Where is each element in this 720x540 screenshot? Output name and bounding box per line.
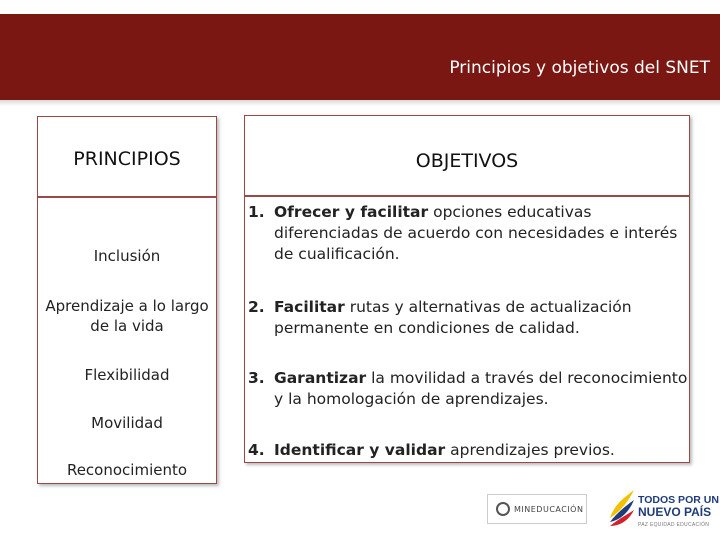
objetivos-heading: OBJETIVOS xyxy=(415,150,519,172)
colombia-flag-icon xyxy=(604,488,636,532)
principle-item: Inclusión xyxy=(93,247,161,265)
objective-number: 3. xyxy=(248,369,265,387)
objective-text: aprendizajes previos. xyxy=(445,441,615,459)
mineducacion-label: MINEDUCACIÓN xyxy=(514,504,584,514)
principios-divider xyxy=(37,196,217,198)
crest-icon xyxy=(496,502,510,516)
principios-heading: PRINCIPIOS xyxy=(73,148,181,170)
logo-line-1: TODOS POR UN xyxy=(638,494,719,506)
objective-number: 4. xyxy=(248,441,265,459)
header-bar xyxy=(0,14,720,100)
objective-text: opciones educativas diferenciadas de acuerdo con necesidades e interés de cualificación. xyxy=(274,203,678,263)
todos-por-un-nuevo-pais-logo xyxy=(638,494,719,518)
principle-item: Aprendizaje a lo largo de la vida xyxy=(45,297,209,335)
principle-item: Reconocimiento xyxy=(66,461,188,479)
objective-number: 2. xyxy=(248,298,265,316)
logo-subtitle: PAZ EQUIDAD EDUCACIÓN xyxy=(638,522,710,528)
principle-item: Movilidad xyxy=(91,414,163,432)
mineducacion-logo xyxy=(487,494,587,524)
objective-keyword: Identificar y validar xyxy=(274,441,446,459)
objective-number: 1. xyxy=(248,203,265,221)
page-title: Principios y objetivos del SNET xyxy=(449,58,710,78)
objective-keyword: Facilitar xyxy=(274,298,345,316)
objective-keyword: Ofrecer y facilitar xyxy=(274,203,429,221)
objective-item xyxy=(248,202,693,265)
objective-item xyxy=(248,297,693,339)
objective-item xyxy=(248,440,693,461)
header-shadow xyxy=(0,100,720,106)
objective-item xyxy=(248,368,693,410)
objetivos-divider xyxy=(244,195,690,197)
objective-text: la movilidad a través del reconocimiento y la homologación de aprendizajes. xyxy=(274,369,688,408)
principle-item: Flexibilidad xyxy=(84,366,170,384)
logo-line-2: NUEVO PAÍS xyxy=(638,505,712,519)
objective-text: rutas y alternativas de actualización permanente en condiciones de calidad. xyxy=(274,298,632,337)
objective-keyword: Garantizar xyxy=(274,369,367,387)
